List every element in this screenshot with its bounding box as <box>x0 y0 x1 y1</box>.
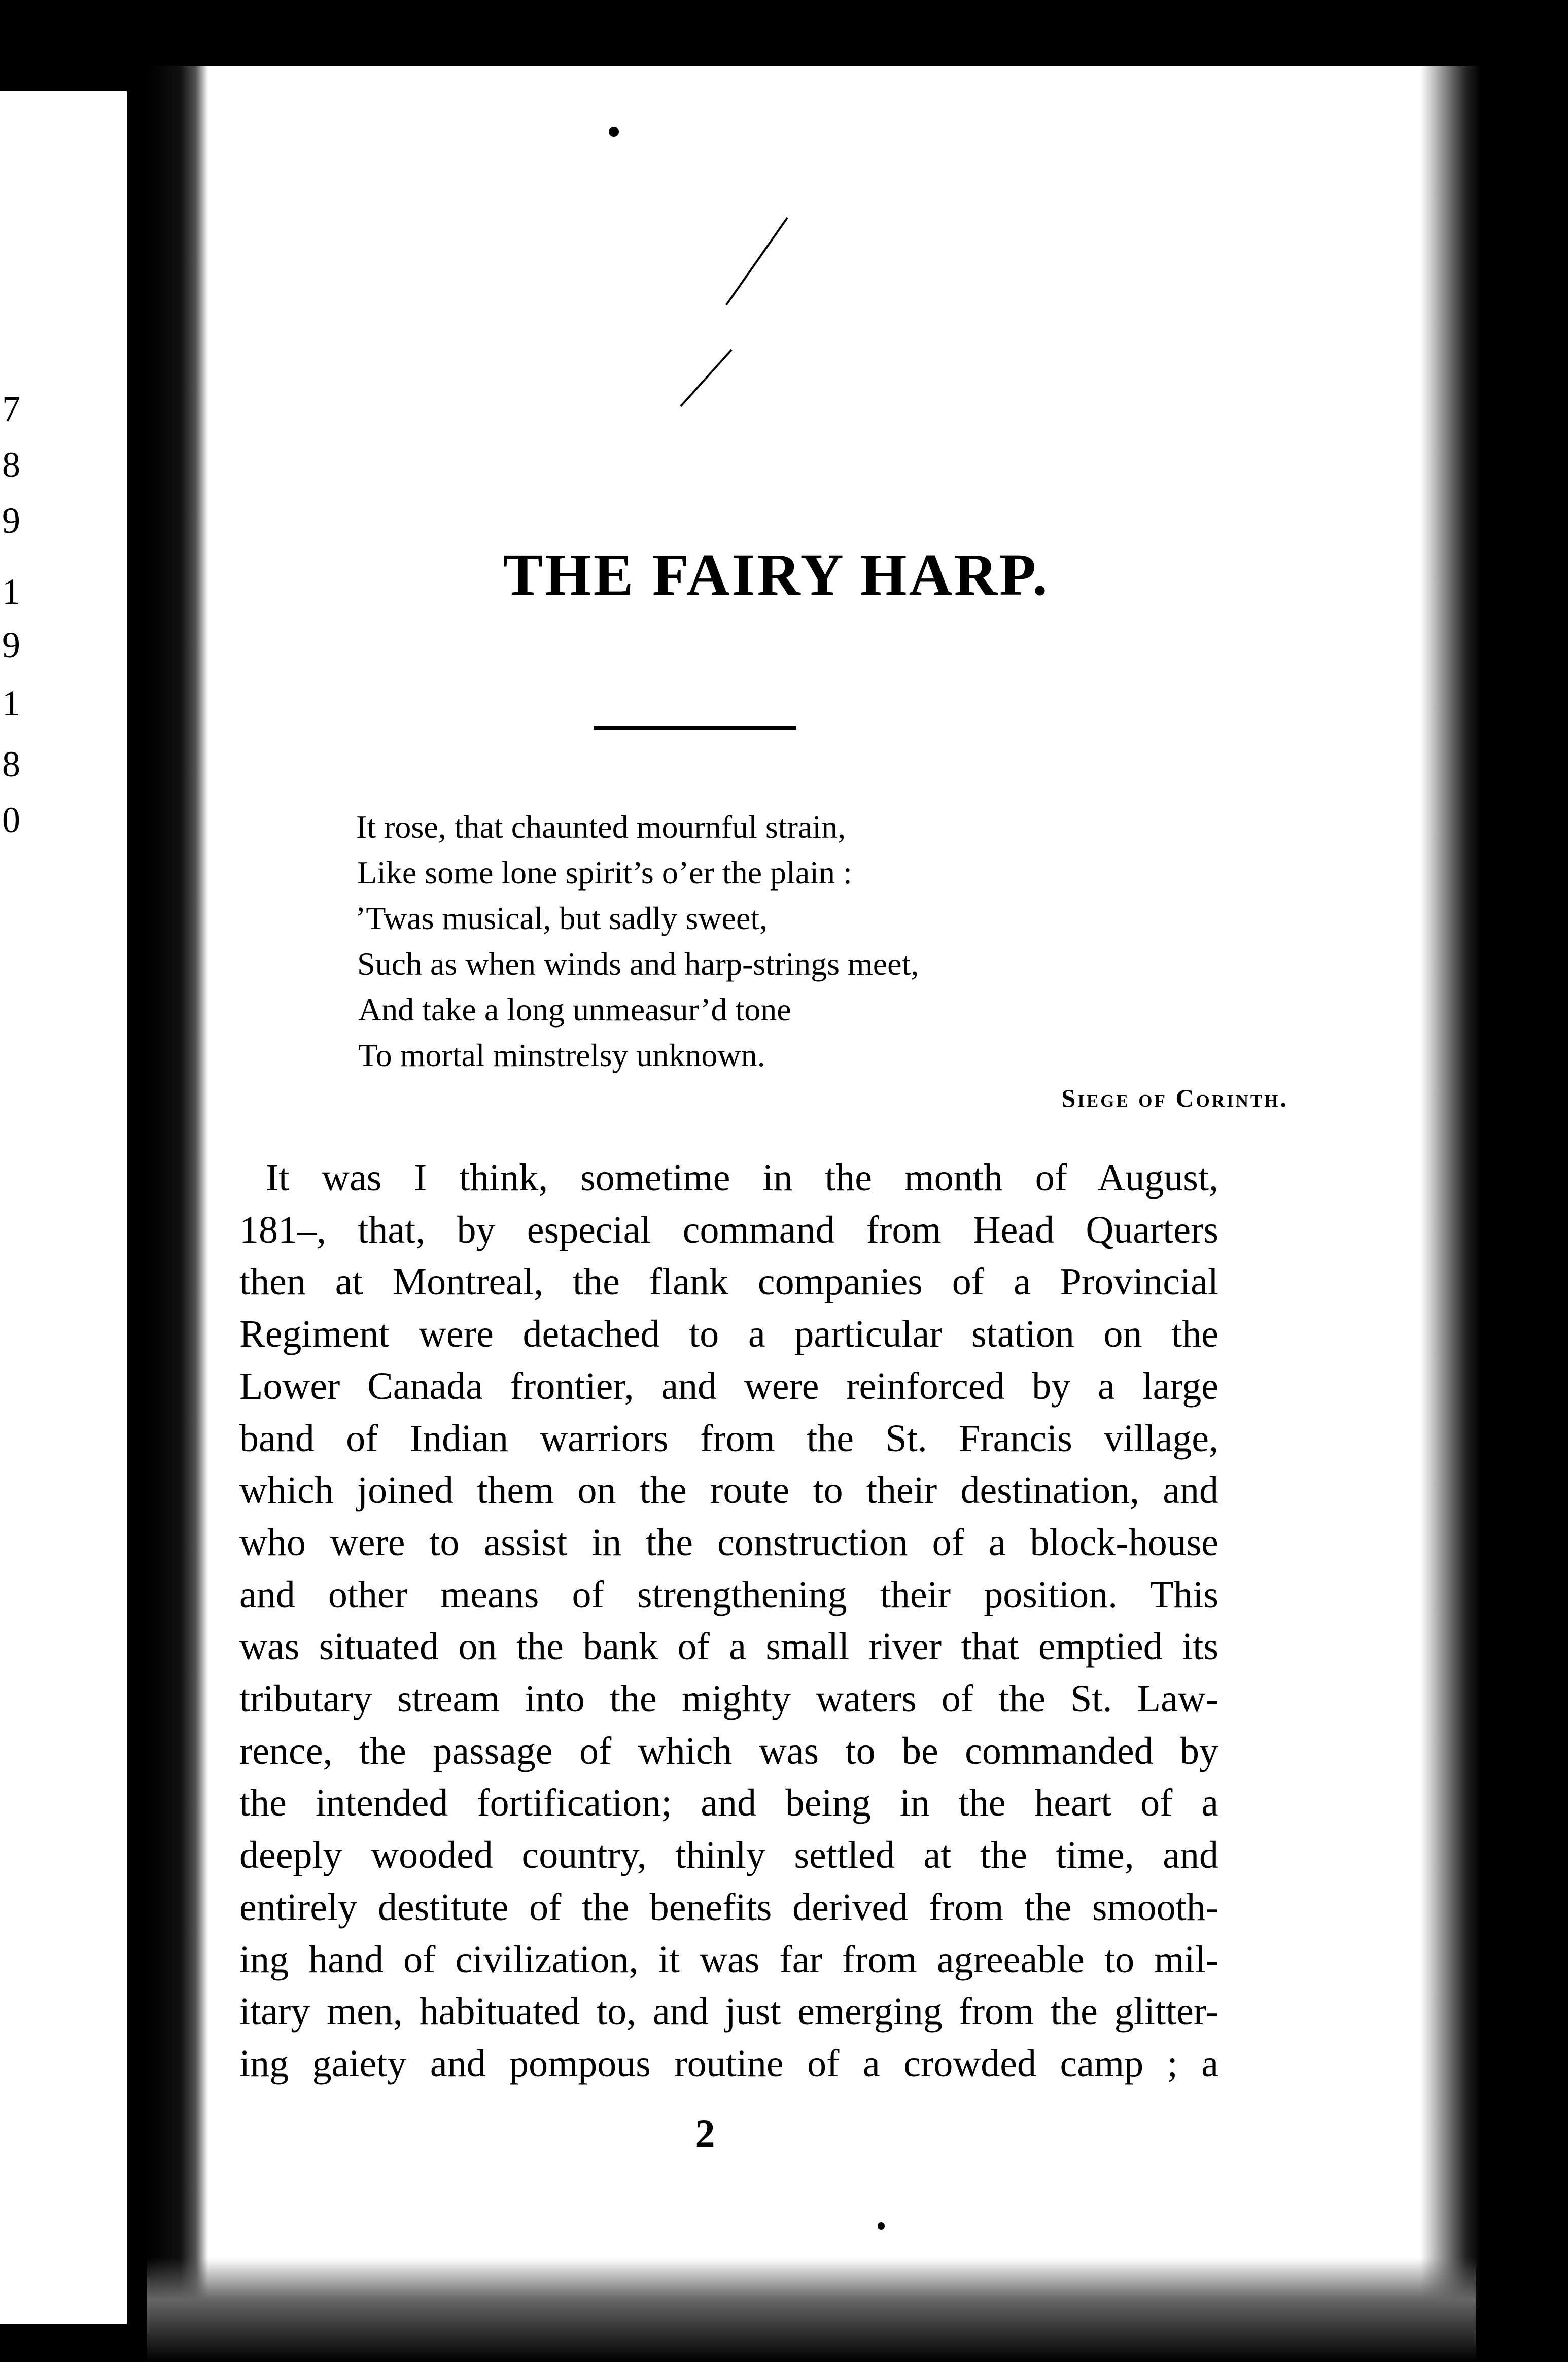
body-line: entirely destitute of the benefits derived from the smooth- <box>239 1886 1218 1929</box>
body-line: who were to assist in the construction of a block-house <box>239 1521 1218 1564</box>
body-line: Regiment were detached to a particular station on the <box>239 1313 1218 1356</box>
body-line: itary men, habituated to, and just emerging from the glitter- <box>239 1990 1218 2033</box>
epigraph-line: Like some lone spirit’s o’er the plain : <box>357 854 852 891</box>
body-line: It was I think, sometime in the month of August, <box>266 1156 1218 1199</box>
bleed-fragment: 7 <box>2 389 20 429</box>
page-edge-shadow <box>1420 66 1481 2309</box>
adjacent-leaf-strip <box>0 91 127 2324</box>
bleed-fragment: 0 <box>2 800 20 840</box>
body-line: then at Montreal, the flank companies of a Provincial <box>239 1260 1218 1304</box>
bleed-fragment: 9 <box>2 625 20 665</box>
body-line: the intended fortification; and being in the heart of a <box>239 1782 1218 1825</box>
bleed-fragment: 8 <box>2 744 20 784</box>
epigraph-line: ’Twas musical, but sadly sweet, <box>355 900 768 936</box>
scan-scratch <box>680 349 732 407</box>
body-line: ing gaiety and pompous routine of a crowded camp ; a <box>239 2042 1218 2085</box>
epigraph-line: To mortal minstrelsy unknown. <box>358 1037 765 1073</box>
epigraph-line: And take a long unmeasur’d tone <box>358 991 791 1028</box>
page-number: 2 <box>695 2111 715 2155</box>
bleed-fragment: 8 <box>2 444 20 485</box>
body-line: tributary stream into the mighty waters of the St. Law- <box>239 1678 1218 1721</box>
body-line: band of Indian warriors from the St. Francis village, <box>239 1417 1218 1460</box>
body-line: and other means of strengthening their position. This <box>239 1573 1218 1616</box>
body-line: which joined them on the route to their destination, and <box>239 1469 1218 1512</box>
binding-shadow <box>147 66 208 2309</box>
scan-speck <box>878 2222 885 2230</box>
bleed-fragment: 1 <box>2 683 20 724</box>
page-bottom-shadow <box>147 2258 1476 2362</box>
body-line: ing hand of civilization, it was far from agreeable to mil- <box>239 1938 1218 1981</box>
body-line: rence, the passage of which was to be commanded by <box>239 1729 1218 1772</box>
bleed-fragment: 9 <box>2 500 20 541</box>
epigraph-attribution: Siege of Corinth. <box>1061 1084 1288 1112</box>
body-line: was situated on the bank of a small river that emptied its <box>239 1625 1218 1668</box>
body-line: Lower Canada frontier, and were reinforced by a large <box>239 1364 1218 1408</box>
title-rule <box>594 726 796 730</box>
scan-speck <box>609 127 619 137</box>
chapter-title: THE FAIRY HARP. <box>503 541 1050 608</box>
body-line: 181–, that, by especial command from Head Quarters <box>239 1208 1218 1251</box>
bleed-fragment: 1 <box>2 571 20 612</box>
epigraph-line: It rose, that chaunted mournful strain, <box>356 809 846 845</box>
epigraph <box>351 804 1163 1078</box>
body-text <box>239 1152 1218 2090</box>
scan-scratch <box>725 217 788 305</box>
body-line: deeply wooded country, thinly settled at the time, and <box>239 1834 1218 1877</box>
book-page <box>147 66 1466 2309</box>
epigraph-line: Such as when winds and harp-strings meet, <box>357 946 919 982</box>
